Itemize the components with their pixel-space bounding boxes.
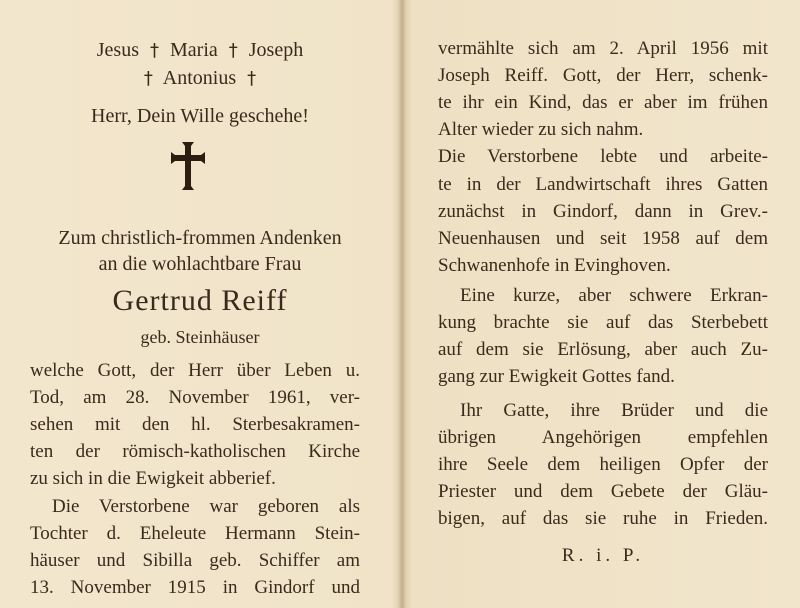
- obituary-line: auf dem sie Erlösung, aber auch Zu-: [438, 339, 768, 360]
- obituary-line: Die Verstorbene lebte und arbeite-: [438, 146, 768, 167]
- obituary-line: Eine kurze, aber schwere Erkran-: [460, 285, 768, 306]
- obituary-line: häuser und Sibilla geb. Schiffer am: [30, 550, 360, 571]
- intro-line-1: Zum christlich-frommen Andenken: [58, 227, 342, 249]
- obituary-line: zunächst in Gindorf, dann in Grev.-: [438, 201, 768, 222]
- obituary-line: ten der römisch-katholischen Kirche: [30, 441, 360, 462]
- latin-cross-icon: †: [228, 40, 238, 61]
- obituary-line: Joseph Reiff. Gott, der Herr, schenk-: [438, 65, 768, 86]
- latin-cross-icon: †: [150, 40, 159, 61]
- latin-cross-icon: †: [247, 68, 257, 89]
- obituary-line: te ihr ein Kind, das er aber im frühen: [438, 92, 768, 113]
- obituary-line: zu sich in die Ewigkeit abberief.: [30, 468, 276, 489]
- obituary-line: sehen mit den hl. Sterbesakramen-: [30, 414, 360, 435]
- obituary-line: Die Verstorbene war geboren als: [52, 496, 360, 517]
- invocation-line-2: [0, 66, 400, 91]
- obituary-line: Priester und dem Gebete der Gläu-: [438, 481, 768, 502]
- prayer-line: Herr, Dein Wille geschehe!: [91, 105, 309, 127]
- invocation-jesus: Jesus: [96, 39, 139, 61]
- invocation-maria: Maria: [170, 39, 218, 61]
- obituary-line: übrigen Angehörigen empfehlen: [438, 427, 768, 448]
- invocation-joseph: Joseph: [248, 39, 304, 61]
- intro-line-2: an die wohlachtbare Frau: [98, 253, 302, 275]
- invocation-line-1: [0, 38, 400, 63]
- obituary-line: ihre Seele dem heiligen Opfer der: [438, 454, 768, 475]
- closing-rip: R. i. P.: [561, 545, 645, 566]
- obituary-line: te in der Landwirtschaft ihres Gatten: [438, 174, 768, 195]
- obituary-line: 13. November 1915 in Gindorf und: [30, 577, 360, 598]
- obituary-line: welche Gott, der Herr über Leben u.: [30, 360, 360, 381]
- obituary-line: Tochter d. Eheleute Hermann Stein-: [30, 523, 360, 544]
- obituary-line: Tod, am 28. November 1961, ver-: [30, 387, 360, 408]
- obituary-line: gang zur Ewigkeit Gottes fand.: [438, 366, 675, 387]
- invocation-antonius: Antonius: [162, 67, 237, 89]
- latin-cross-icon: †: [143, 68, 153, 89]
- obituary-line: vermählte sich am 2. April 1956 mit: [438, 38, 768, 59]
- obituary-line: bigen, auf das sie ruhe in Frieden.: [438, 508, 768, 529]
- deceased-name: Gertrud Reiff: [112, 284, 288, 317]
- obituary-line: kung brachte sie auf das Sterbebett: [438, 312, 768, 333]
- right-page: [406, 0, 800, 608]
- obituary-line: Ihr Gatte, ihre Brüder und die: [460, 400, 768, 421]
- obituary-line: Alter wieder zu sich nahm.: [438, 119, 644, 140]
- ornate-cross-icon: [169, 140, 207, 192]
- obituary-line: Neuenhausen und seit 1958 auf dem: [438, 228, 768, 249]
- maiden-name: geb. Steinhäuser: [140, 327, 260, 347]
- obituary-line: Schwanenhofe in Evinghoven.: [438, 255, 671, 276]
